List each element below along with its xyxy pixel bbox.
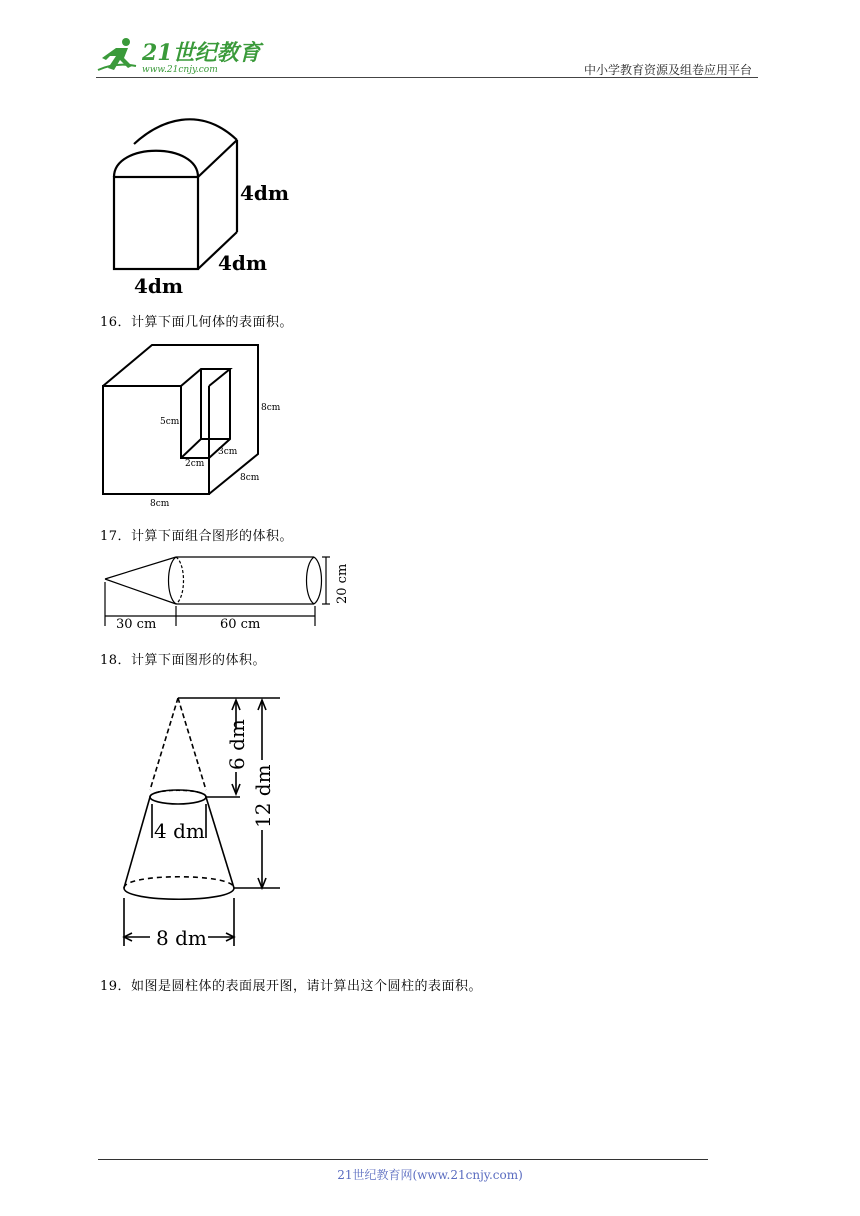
label-inner-height: 5cm bbox=[160, 417, 180, 427]
label-width: 8cm bbox=[150, 499, 170, 509]
label-height: 4dm bbox=[240, 181, 290, 205]
label-big-diameter: 8 dm bbox=[156, 926, 207, 950]
question-16: 16．计算下面几何体的表面积。 bbox=[100, 315, 294, 330]
label-top-height: 6 dm bbox=[225, 719, 249, 770]
header-divider bbox=[96, 77, 758, 78]
label-outer-height: 8cm bbox=[261, 403, 281, 413]
figure-frustum bbox=[110, 688, 290, 953]
figure-box-with-half-cylinder bbox=[100, 100, 300, 300]
label-width: 4dm bbox=[134, 274, 184, 298]
label-inner-depth: 3cm bbox=[218, 447, 238, 457]
question-19: 19．如图是圆柱体的表面展开图，请计算出这个圆柱的表面积。 bbox=[100, 979, 483, 994]
footer-text: 21世纪教育网(www.21cnjy.com) bbox=[337, 1168, 523, 1182]
page-header bbox=[96, 30, 758, 78]
label-inner-width: 2cm bbox=[185, 459, 205, 469]
label-cylinder-length: 60 cm bbox=[220, 617, 261, 632]
label-total-height: 12 dm bbox=[251, 764, 275, 828]
platform-name: 中小学教育资源及组卷应用平台 bbox=[583, 63, 752, 77]
logo-text: 21世纪教育 bbox=[142, 40, 261, 66]
label-depth: 8cm bbox=[240, 473, 260, 483]
question-18: 18．计算下面图形的体积。 bbox=[100, 653, 267, 668]
label-diameter: 20 cm bbox=[335, 563, 350, 604]
label-depth: 4dm bbox=[218, 251, 268, 275]
question-17: 17．计算下面组合图形的体积。 bbox=[100, 529, 294, 544]
runner-icon bbox=[98, 38, 136, 70]
figure-cone-cylinder bbox=[100, 552, 360, 636]
logo-url: www.21cnjy.com bbox=[142, 65, 218, 75]
footer-divider bbox=[98, 1159, 708, 1160]
figure-notched-cube bbox=[100, 340, 300, 510]
site-logo bbox=[96, 36, 266, 76]
label-small-diameter: 4 dm bbox=[154, 819, 205, 843]
label-cone-length: 30 cm bbox=[116, 617, 157, 632]
